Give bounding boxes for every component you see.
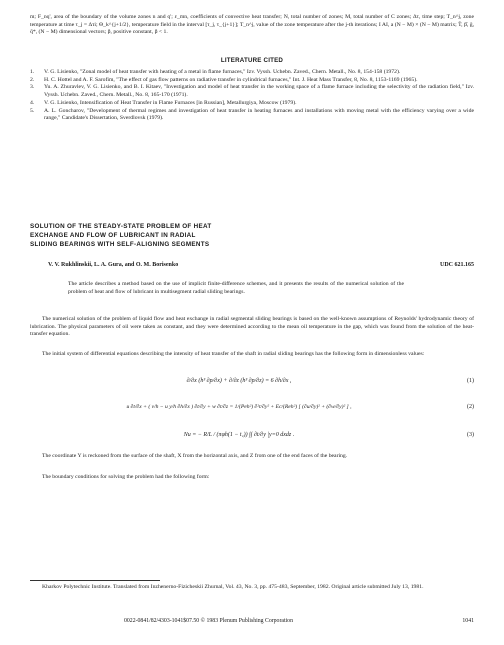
equation: u ∂t/∂x + ( v/h − u y/h ∂h/∂x ) ∂t/∂y + w ∂t/∂z = 1/(Peh²) ∂²t/∂y² + Ec/(Reh²) [ (∂u/∂y)² + (∂w/∂y)² ] ,	[126, 404, 352, 410]
equation-number: (2)	[467, 404, 474, 410]
equation: ∂/∂x (h³ ∂p/∂x) + ∂/∂z (h³ ∂p/∂z) = 6 ∂h/∂x ,	[186, 378, 292, 384]
udc-code: UDC 621.165	[440, 262, 474, 268]
body-paragraph: The initial system of differential equations describing the intensity of heat transfer of the shaft in radial sliding bearings has the following form in dimensionless values:	[42, 351, 425, 357]
footnote-rule	[30, 580, 160, 581]
reference-item: 1. V. G. Lisienko, "Zonal model of heat transfer with heating of a metal in flame furnaces," Izv. Vyssh. Uchebn. Zaved., Chern. Metall., No. 8, 154-158 (1972).	[30, 69, 401, 75]
equation-number: (3)	[467, 432, 474, 438]
footnote: Kharkov Polytechnic Institute. Translated from Inzhenerno-Fizicheskii Zhurnal, Vol. 43, No. 3, pp. 475-483, September, 1982. Original article submitted July 13, 1981.	[42, 584, 424, 590]
body-paragraph: The numerical solution of the problem of liquid flow and heat exchange in radial segmental sliding bearings is based on the well-known assumptions of Reynolds' hydrodynamic theory of lubrication. The physical parameters of oil were taken as constant, and they were determined according to the mean oil temperature in the gap, which was found from the solution of the heat-transfer equation.	[30, 316, 474, 338]
reference-item: 5. A. L. Goncharov, "Development of thermal regimes and investigation of heat transfer in heating furnaces and installations with moving metal with the efficiency varying over a wide range," Candidate's Dissertation, Sverdlovsk (1979).	[30, 107, 474, 122]
article-title	[30, 222, 474, 249]
body-paragraph: The coordinate Y is reckoned from the surface of the shaft, X from the horizontal axis, and Z from one of the end faces of the bearing.	[42, 453, 348, 459]
equation-row	[30, 432, 474, 445]
body-paragraph: The boundary conditions for solving the problem had the following form:	[42, 474, 210, 480]
reference-item: 4. V. G. Lisienko, Intensification of Heat Transfer in Flame Furnaces [in Russian], Metallurgiya, Moscow (1979).	[30, 99, 297, 106]
reference-list	[30, 69, 474, 123]
article-title-line: SOLUTION OF THE STEADY-STATE PROBLEM OF HEAT	[30, 223, 212, 230]
abstract: The article describes a method based on the use of implicit finite-difference schemes, and it presents the results of the numerical solution of the problem of heat and flow of lubricant in multisegment radial sliding bearings.	[68, 281, 404, 295]
reference-item: 3. Yu. A. Zhuravlev, V. G. Lisienko, and B. I. Kitaev, "Investigation and model of heat transfer in the working space of a flame furnace including the selectivity of the radiation field," Izv. Vyssh. Uchebn. Zaved., Chern. Metall., No. 8, 165-170 (1971).	[30, 84, 474, 99]
equation: Nu = − R/L / (πφh(1 − t₁)) ∫∫ ∂t/∂y |y=0 dxdz .	[183, 432, 295, 438]
literature-heading: LITERATURE CITED	[220, 57, 284, 64]
article-title-line: EXCHANGE AND FLOW OF LUBRICANT IN RADIAL	[30, 232, 196, 239]
copyright-line: 0022-0841/82/4303-1041$07.50 © 1983 Plenum Publishing Corporation	[124, 618, 293, 624]
equation-row	[30, 378, 474, 391]
equation-number: (1)	[467, 378, 474, 384]
page-number: 1041	[462, 618, 474, 624]
article-title-line: SLIDING BEARINGS WITH SELF-ALIGNING SEGMENTS	[30, 241, 210, 248]
authors: V. V. Rukhlinskii, L. A. Gura, and O. M. Borisenko	[48, 262, 179, 268]
equation-row	[30, 404, 474, 417]
nomenclature-paragraph: m; F_nq', area of the boundary of the volume zones n and q'; ε_mn, coefficients of convective heat transfer; N, total number of zones; M, total number of C zones; Δτ, time step; T_n^j, zone temperature at time τ_j = Δτi; Θ_k^{j+1/2}, temperature field in the interval [τ_j, τ_{j+1}]; T_n^j, value of the zone temperature after the j-th iterations; I AI, a (N − M) × (N − M) matrix; T̄, β̄, ḡ, q̄*, (N − M) dimensional vectors; β, positive constant, β < 1.	[30, 14, 474, 36]
reference-item: 2. H. C. Hottel and A. F. Sarofim, "The effect of gas flow patterns on radiative transfer in cylindrical furnaces," Int. J. Heat Mass Transfer, 8, No. 8, 1153-1169 (1965).	[30, 76, 418, 83]
